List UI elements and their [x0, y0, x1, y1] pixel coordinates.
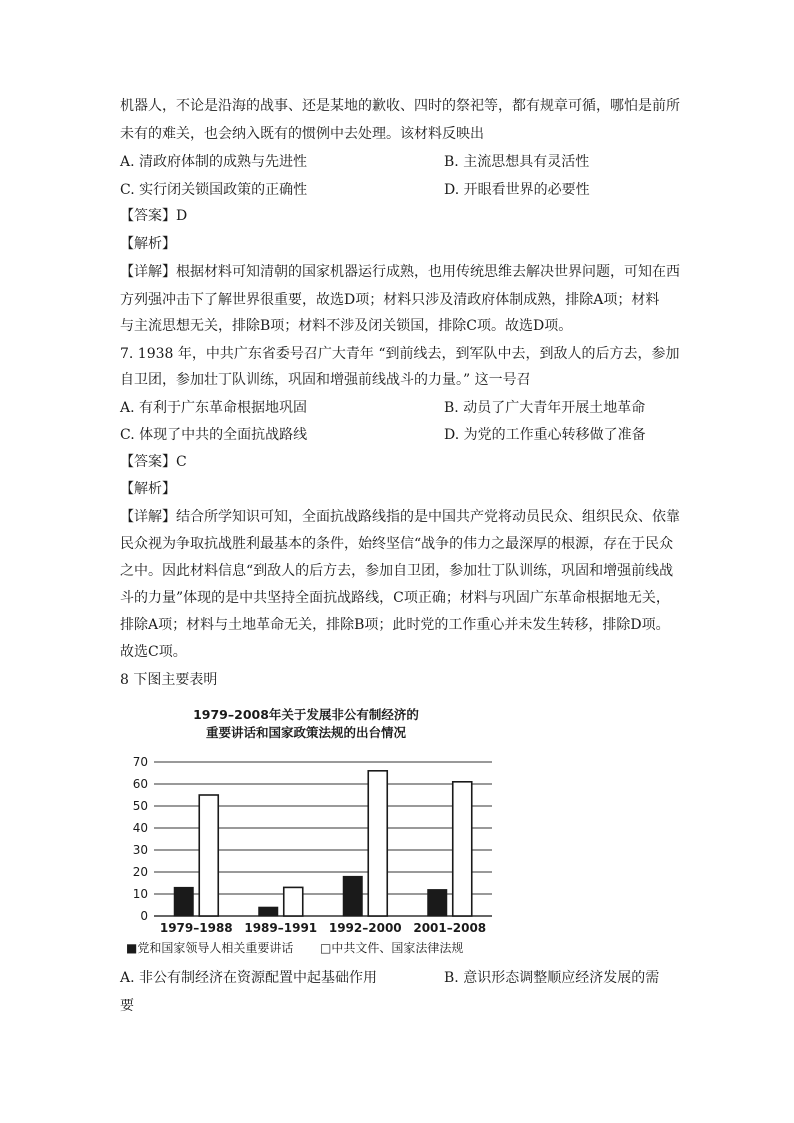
legend-speech: ■党和国家领导人相关重要讲话	[126, 941, 294, 955]
q6-option-b: B. 主流思想具有灵活性	[444, 154, 590, 170]
bar-document	[199, 795, 218, 916]
q8-option-b: B. 意识形态调整顺应经济发展的需	[444, 970, 660, 986]
y-tick-label: 0	[140, 909, 148, 923]
q7-stem-1: 7. 1938 年，中共广东省委号召广大青年 “到前线去，到军队中去，到敌人的后方去，参加	[120, 346, 680, 362]
x-tick-label: 1979–1988	[159, 921, 233, 935]
y-tick-label: 40	[132, 821, 148, 835]
q6-detail-1: 【详解】根据材料可知清朝的国家机器运行成熟，也用传统思维去解决世界问题，可知在西	[120, 264, 680, 280]
y-tick-label: 60	[132, 777, 148, 791]
chart-subtitle: 重要讲话和国家政策法规的出台情况	[205, 725, 407, 740]
q6-detail-3: 与主流思想无关，排除B项；材料不涉及闭关锁国，排除C项。故选D项。	[120, 318, 573, 334]
q7-detail-2: 民众视为争取抗战胜利最基本的条件，始终坚信“战争的伟力之最深厚的根源，存在于民众	[120, 536, 674, 552]
q7-option-b: B. 动员了广大青年开展土地革命	[444, 400, 646, 416]
intro-line-1: 机器人，不论是沿海的战事、还是某地的歉收、四时的祭祀等，都有规章可循，哪怕是前所	[120, 98, 680, 114]
bar-speech	[174, 887, 193, 916]
q8-stem: 8 下图主要表明	[120, 672, 218, 688]
q7-detail-3: 之中。因此材料信息“到敌人的后方去，参加自卫团，参加壮丁队训练，巩固和增强前线战	[120, 563, 674, 579]
bar-speech	[259, 907, 278, 916]
q7-detail-4: 斗的力量”体现的是中共坚持全面抗战路线，C项正确；材料与巩固广东革命根据地无关，	[120, 590, 670, 606]
q7-option-c: C. 体现了中共的全面抗战路线	[120, 427, 308, 443]
q6-analysis-label: 【解析】	[120, 236, 176, 252]
bar-document	[368, 771, 387, 916]
bar-document	[453, 782, 472, 916]
q7-detail-5: 排除A项；材料与土地革命无关，排除B项；此时党的工作重心并未发生转移，排除D项。	[120, 617, 670, 633]
q6-option-d: D. 开眼看世界的必要性	[444, 182, 590, 198]
intro-line-2: 未有的难关，也会纳入既有的惯例中去处理。该材料反映出	[120, 126, 484, 142]
bar-chart-svg	[120, 700, 510, 962]
q7-option-d: D. 为党的工作重心转移做了准备	[444, 427, 646, 443]
chart-title: 1979–2008年关于发展非公有制经济的	[193, 707, 419, 722]
q7-stem-2: 自卫团，参加壮丁队训练，巩固和增强前线战斗的力量。” 这一号召	[120, 372, 531, 388]
q6-detail-2: 方列强冲击下了解世界很重要，故选D项；材料只涉及清政府体制成熟，排除A项；材料	[120, 292, 660, 308]
bar-speech	[343, 876, 362, 916]
q7-option-a: A. 有利于广东革命根据地巩固	[120, 400, 308, 416]
q8-option-a: A. 非公有制经济在资源配置中起基础作用	[120, 970, 378, 986]
x-tick-label: 1992–2000	[328, 921, 402, 935]
y-tick-label: 50	[132, 799, 148, 813]
q6-answer: 【答案】D	[120, 208, 188, 224]
y-tick-label: 20	[132, 865, 148, 879]
q7-detail-6: 故选C项。	[120, 644, 187, 660]
q6-option-c: C. 实行闭关锁国政策的正确性	[120, 182, 308, 198]
y-tick-label: 30	[132, 843, 148, 857]
y-tick-label: 10	[132, 887, 148, 901]
bar-document	[284, 887, 303, 916]
q8-chart	[120, 700, 510, 962]
x-tick-label: 1989–1991	[244, 921, 318, 935]
q6-option-a: A. 清政府体制的成熟与先进性	[120, 154, 308, 170]
x-tick-label: 2001–2008	[413, 921, 487, 935]
q8-option-b-cont: 要	[120, 998, 134, 1014]
q7-answer: 【答案】C	[120, 454, 187, 470]
legend-document: □中共文件、国家法律法规	[320, 941, 464, 955]
q7-detail-1: 【详解】结合所学知识可知，全面抗战路线指的是中国共产党将动员民众、组织民众、依靠	[120, 509, 680, 525]
y-tick-label: 70	[132, 755, 148, 769]
q7-analysis-label: 【解析】	[120, 481, 176, 497]
bar-speech	[428, 890, 447, 916]
